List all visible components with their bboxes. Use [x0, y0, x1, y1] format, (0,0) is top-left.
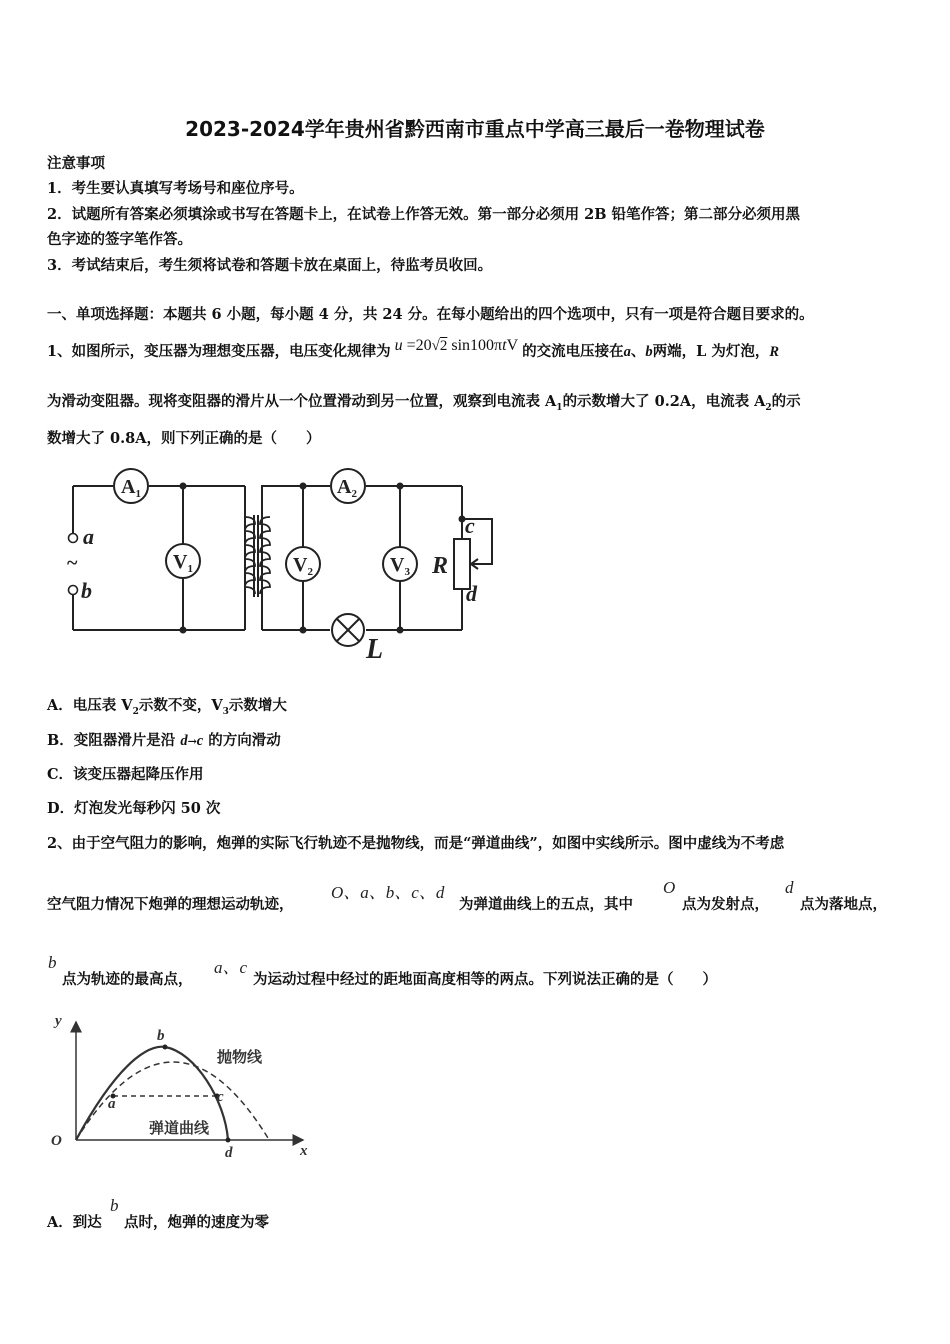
parabola-label: 抛物线 — [217, 1050, 263, 1066]
q1-option-c: C．该变压器起降压作用 — [47, 766, 204, 783]
q1-line3: 数增大了 0.8A，则下列正确的是（ ） — [47, 430, 321, 447]
ammeter-a2-label: $A_2$ — [337, 476, 357, 500]
q2-line3-b: 为运动过程中经过的距地面高度相等的两点。下列说法正确的是（ ） — [253, 971, 717, 988]
q2-option-a-b: b — [110, 1196, 119, 1215]
q2-line2-post: 点为落地点， — [800, 896, 887, 913]
slider-c-label: c — [465, 513, 475, 538]
q2-line2: 空气阻力情况下炮弹的理想运动轨迹， — [47, 896, 294, 913]
page-title: 2023-2024学年贵州省黔西南市重点中学高三最后一卷物理试卷 — [185, 117, 765, 141]
point-d-label: d — [225, 1145, 233, 1161]
voltmeter-v2-label: $V_2$ — [293, 554, 313, 578]
ammeter-a1-label: $A_1$ — [121, 476, 141, 500]
section-heading: 一、单项选择题：本题共 6 小题，每小题 4 分，共 24 分。在每小题给出的四个选项中，只有一项是符合题目要求的。 — [47, 306, 814, 323]
circuit-diagram — [55, 465, 505, 665]
q2-line2-mid2: 点为发射点， — [682, 896, 769, 913]
axis-y-label: y — [55, 1013, 62, 1029]
lamp-l-label: L — [366, 634, 384, 665]
q2-line3-a: 点为轨迹的最高点， — [62, 971, 193, 988]
axis-x-label: x — [300, 1143, 308, 1159]
notice-heading: 注意事项 — [47, 155, 105, 172]
point-b-label: b — [157, 1028, 165, 1044]
q2-point-d: d — [785, 878, 794, 897]
slider-d-label: d — [466, 581, 477, 606]
resistor-r-label: R — [432, 553, 449, 579]
point-a-label: a — [108, 1096, 116, 1112]
q2-option-a-post: 点时，炮弹的速度为零 — [124, 1214, 269, 1231]
voltmeter-v1-label: $V_1$ — [173, 551, 193, 575]
q1-option-d: D．灯泡发光每秒闪 50 次 — [47, 800, 221, 817]
q2-points-label: O、a、b、c、d — [331, 883, 445, 902]
point-c-label: c — [217, 1089, 224, 1105]
ballistic-curve-label: 弹道曲线 — [149, 1121, 210, 1137]
trajectory-diagram — [45, 1010, 325, 1170]
q2-point-b: b — [48, 953, 57, 972]
terminal-b-label: b — [81, 578, 92, 603]
q1-line2: 为滑动变阻器。现将变阻器的滑片从一个位置滑动到另一位置，观察到电流表 $A_1$的示数增大了 0.2A，电流表 $A_2$的示 — [47, 393, 801, 413]
q2-option-a-pre: A．到达 — [47, 1214, 102, 1231]
q2-points-ac: a、c — [214, 958, 248, 977]
q2-line1: 2、由于空气阻力的影响，炮弹的实际飞行轨迹不是抛物线，而是“弹道曲线”，如图中实线所示。图中虚线为不考虑 — [47, 835, 785, 852]
notice-item: 1．考生要认真填写考场号和座位序号。 — [47, 180, 304, 197]
q1-option-b: B．变阻器滑片是沿 d→c 的方向滑动 — [47, 732, 281, 749]
origin-label: O — [51, 1133, 62, 1149]
ac-symbol: ~ — [67, 552, 78, 574]
notice-item: 3．考试结束后，考生须将试卷和答题卡放在桌面上，待监考员收回。 — [47, 257, 493, 274]
terminal-a-label: a — [83, 524, 94, 549]
q2-line2-mid1: 为弹道曲线上的五点，其中 — [459, 896, 633, 913]
notice-item: 2．试题所有答案必须填涂或书写在答题卡上，在试卷上作答无效。第一部分必须用 2B 铅笔作答；第二部分必须用黑 — [47, 206, 801, 223]
q1-line1: 1、如图所示，变压器为理想变压器，电压变化规律为 u =20√2 sin100πtV 的交流电压接在a、b两端，L 为灯泡，R — [47, 337, 780, 360]
voltmeter-v3-label: $V_3$ — [390, 554, 410, 578]
q1-option-a: A．电压表 $V_2$示数不变，$V_3$示数增大 — [47, 697, 287, 717]
notice-item: 色字迹的签字笔作答。 — [47, 231, 192, 248]
q2-point-o: O — [663, 878, 676, 897]
